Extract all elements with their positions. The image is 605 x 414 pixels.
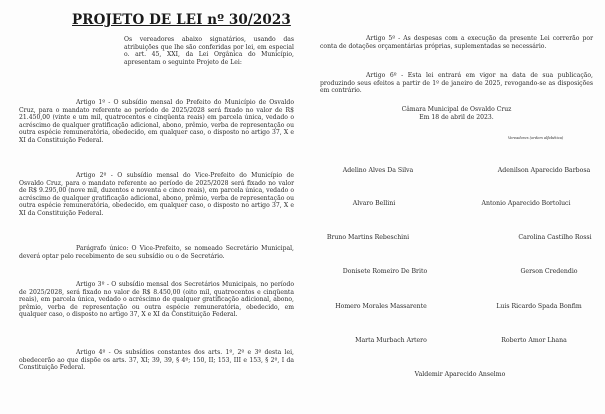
signature-name: Marta Murbach Artero [355,337,427,344]
article-1 [19,99,294,145]
paragrafo-unico [19,245,294,260]
paragrafo-unico-text: Parágrafo único: O Vice-Prefeito, se nomeado Secretário Municipal, deverá optar pelo recebimento de seu subsídio ou o de Secretário. [19,245,294,260]
signature-name: Gerson Credendio [520,268,578,275]
signature-name: Carolina Castilho Rossi [518,234,592,241]
signatories-label-text: Vereadores (ordem alfabética) [508,136,564,140]
article-6 [320,72,593,95]
article-5-text: Artigo 5º - As despesas com a execução da presente Lei correrão por conta de dotações orçamentárias próprias, suplementadas se necessário. [320,35,593,50]
article-4-text: Artigo 4º - Os subsídios constantes dos arts. 1º, 2º e 3º desta lei, obedecerão ao que dispõe os arts. 37, XI; 39, 39, § 4º; 150, II; 153, III e 153, § 2º, I da Constituição Federal. [19,349,294,372]
signature-name: Roberto Amor Lhana [501,337,567,344]
closing-block [320,106,593,121]
signature-name: Donisete Romeiro De Brito [342,268,428,275]
signature-name: Alvaro Bellini [352,200,396,207]
signature-name: Adelino Alves Da Silva [342,167,414,174]
article-2 [19,172,294,218]
document-title: PROJETO DE LEI nº 30/2023 [72,12,291,28]
intro-paragraph: Os vereadores abaixo signatários, usando das atribuições que lhe são conferidas por lei, em especial o. art. 45, XXI, da Lei Orgânica do Município, apresentam o seguinte Projeto de Lei: [124,36,294,66]
signature-name: Luis Ricardo Spada Bonfim [496,303,582,310]
signature-name: Antonio Aparecido Bortoluci [481,200,571,207]
signature-name: Bruno Martins Rebeschini [326,234,410,241]
article-3-text: Artigo 3º - O subsídio mensal dos Secretários Municipais, no período de 2025/2028, será fixado no valor de R$ 8.450,00 (oito mil, quatrocentos e cinqüenta reais), em parcela única, vedado o acréscimo de qualquer gratificação adicional, abono, prêmio, verba de representação ou outra espécie remuneratória, obedecido, em qualquer caso, o disposto no artigo 37, X e XI da Constituição Federal. [19,281,294,319]
signatories-label [508,136,563,140]
article-3 [19,281,294,319]
article-2-text: Artigo 2º - O subsídio mensal do Vice-Prefeito do Município de Osvaldo Cruz, para o mandato referente ao período de 2025/2028 será fixado no valor de R$ 9.295,00 (nove mil, duzentos e noventa e cinco reais), em parcela única, vedado o acréscimo de qualquer gratificação adicional, abono, prêmio, verba de representação ou outra espécie remuneratória, obedecido, em qualquer caso, o disposto no artigo 37, X e XI da Constituição Federal. [19,172,294,217]
article-1-text: Artigo 1º - O subsídio mensal do Prefeito do Município de Osvaldo Cruz, para o mandato referente ao período de 2025/2028 será fixado no valor de R$ 21.450,00 (vinte e um mil, quatrocentos e cinqüenta reais) em parcela única, vedado o acréscimo de qualquer gratificação adicional, abono, prêmio, verba de representação ou outra espécie remuneratória, obedecido, em qualquer caso, o disposto no artigo 37, X e XI da Constituição Federal. [19,99,294,144]
article-6-text: Artigo 6º - Esta lei entrará em vigor na data de sua publicação, produzindo seus efeitos a partir de 1º de janeiro de 2025, revogando-se as disposições em contrário. [320,72,593,95]
closing-place: Câmara Municipal de Osvaldo Cruz [401,106,512,113]
article-5 [320,35,593,50]
closing-date: Em 18 de abril de 2023. [419,113,494,121]
article-4 [19,349,294,372]
signature-name: Adenilson Aparecido Barbosa [497,167,591,174]
signature-name: Homero Morales Massarente [335,303,427,310]
signature-name: Valdemir Aparecido Anselmo [414,371,506,378]
